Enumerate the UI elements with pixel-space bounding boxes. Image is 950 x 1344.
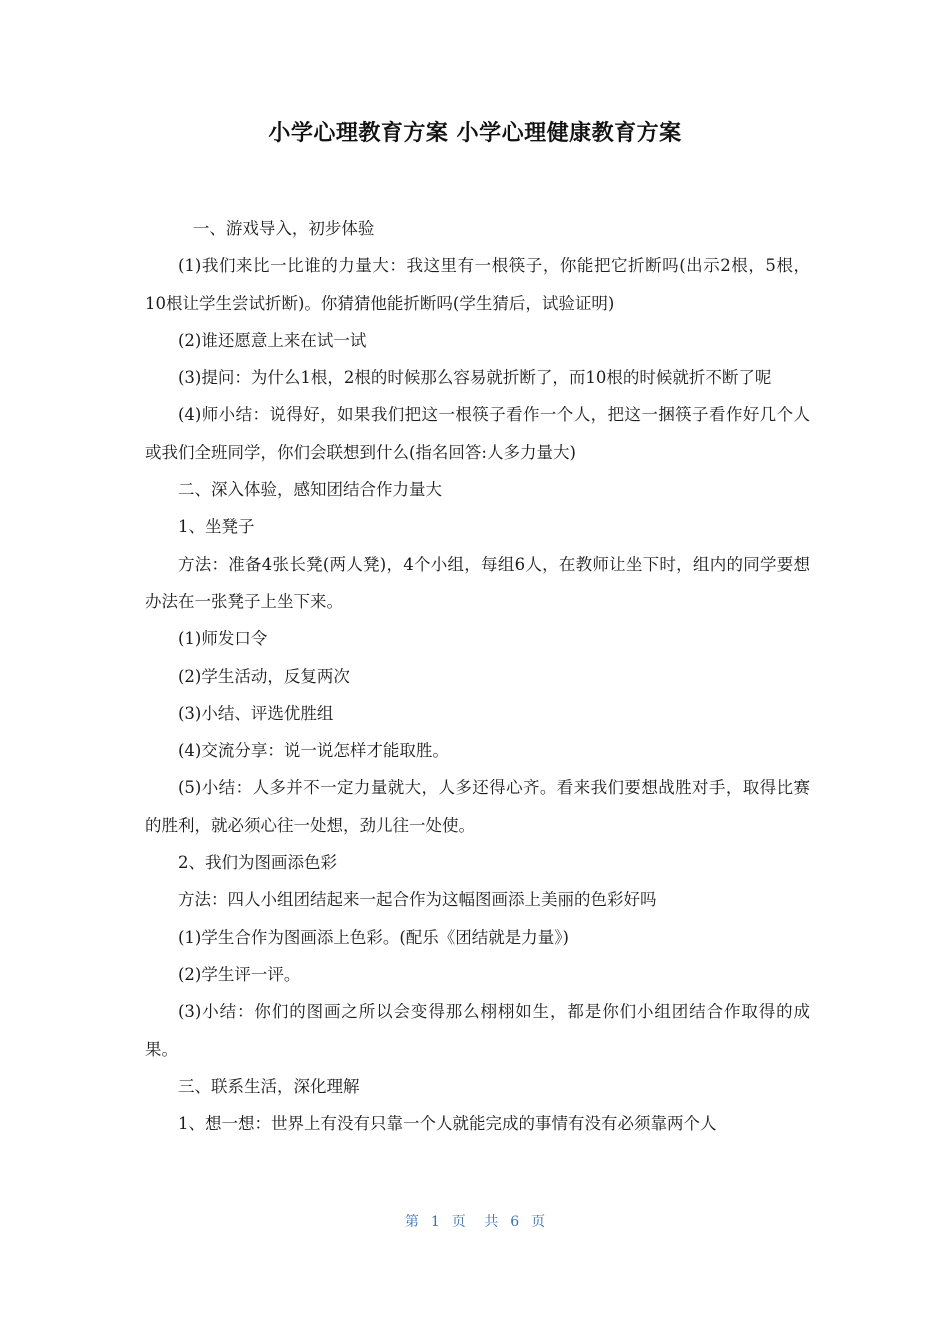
page-footer (0, 1212, 950, 1232)
section-heading-2: 二、深入体验，感知团结合作力量大 (178, 480, 442, 500)
paragraph: (1)师发口令 (178, 629, 268, 649)
document-title: 小学心理教育方案 小学心理健康教育方案 (268, 121, 682, 146)
paragraph: (1)学生合作为图画添上色彩。(配乐《团结就是力量》) (178, 927, 569, 947)
footer-total-pages: 6 (510, 1214, 520, 1230)
paragraph: 方法：准备4张长凳(两人凳)，4个小组，每组6人，在教师让坐下时，组内的同学要想办法在一张凳子上坐下来。 (145, 554, 810, 611)
footer-current-page: 1 (430, 1214, 440, 1230)
paragraph: 1、想一想：世界上有没有只靠一个人就能完成的事情有没有必须靠两个人 (178, 1114, 717, 1134)
paragraph: (2)学生评一评。 (178, 964, 301, 984)
paragraph: (1)我们来比一比谁的力量大：我这里有一根筷子，你能把它折断吗(出示2根，5根，10根让学生尝试折断)。你猜猜他能折断吗(学生猜后，试验证明) (145, 256, 810, 313)
subsection-heading: 1、坐凳子 (178, 517, 255, 537)
document-body (145, 210, 810, 1142)
section-heading-3: 三、联系生活，深化理解 (178, 1076, 360, 1096)
paragraph: (4)交流分享：说一说怎样才能取胜。 (178, 741, 449, 761)
footer-end-label: 页 (531, 1214, 546, 1230)
paragraph: (2)学生活动，反复两次 (178, 666, 350, 686)
footer-page-label: 第 (404, 1214, 419, 1230)
paragraph: (3)小结、评选优胜组 (178, 703, 334, 723)
paragraph: (4)师小结：说得好，如果我们把这一根筷子看作一个人，把这一捆筷子看作好几个人或我们全班同学，你们会联想到什么(指名回答:人多力量大) (145, 405, 810, 462)
subsection-heading: 2、我们为图画添色彩 (178, 853, 337, 873)
paragraph: (5)小结：人多并不一定力量就大，人多还得心齐。看来我们要想战胜对手，取得比赛的胜利，就必须心往一处想，劲儿往一处使。 (145, 778, 810, 835)
section-heading-1: 一、游戏导入，初步体验 (192, 219, 375, 238)
paragraph: (2)谁还愿意上来在试一试 (178, 330, 367, 350)
paragraph: 方法：四人小组团结起来一起合作为这幅图画添上美丽的色彩好吗 (178, 890, 657, 910)
paragraph: (3)小结：你们的图画之所以会变得那么栩栩如生，都是你们小组团结合作取得的成果。 (145, 1002, 810, 1059)
footer-total-label: 页 共 (451, 1214, 499, 1230)
paragraph: (3)提问：为什么1根，2根的时候那么容易就折断了，而10根的时候就折不断了呢 (178, 368, 772, 388)
